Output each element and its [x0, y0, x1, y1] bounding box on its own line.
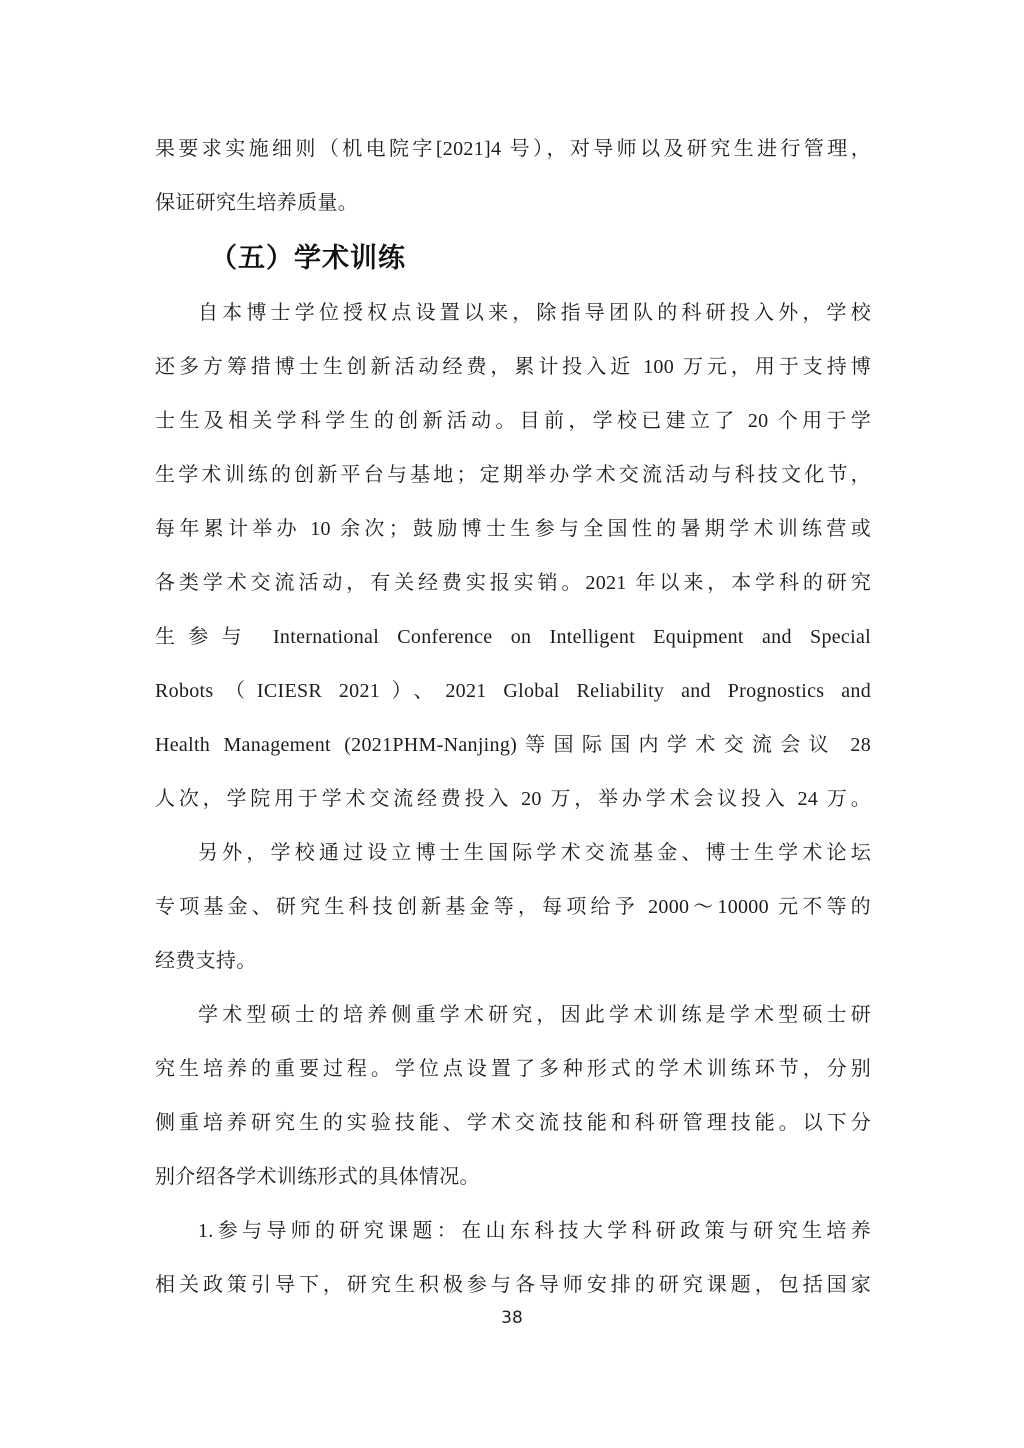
text-line: Robots（ICIESR 2021）、2021 Global Reliability and Prognostics and [155, 680, 871, 702]
page-number: 38 [501, 1308, 523, 1328]
text-line: 经费支持。 [155, 950, 257, 972]
text-line: 人次，学院用于学术交流经费投入 20 万，举办学术会议投入 24 万。 [155, 788, 871, 810]
document-body [155, 122, 871, 1312]
text-line: 保证研究生培养质量。 [155, 192, 358, 214]
text-line: Health Management (2021PHM-Nanjing)等国际国内学术交流会议 28 [155, 734, 871, 756]
text-line: 士生及相关学科学生的创新活动。目前，学校已建立了 20 个用于学 [155, 410, 871, 432]
text-line: 每年累计举办 10 余次；鼓励博士生参与全国性的暑期学术训练营或 [155, 518, 871, 540]
text-line: 专项基金、研究生科技创新基金等，每项给予 2000～10000 元不等的 [155, 896, 871, 918]
text-line: 侧重培养研究生的实验技能、学术交流技能和科研管理技能。以下分 [155, 1112, 871, 1134]
text-line: 学术型硕士的培养侧重学术研究，因此学术训练是学术型硕士研 [198, 1004, 871, 1026]
text-line: 各类学术交流活动，有关经费实报实销。2021 年以来，本学科的研究 [155, 572, 871, 594]
text-line: 另外，学校通过设立博士生国际学术交流基金、博士生学术论坛 [198, 842, 871, 864]
text-line: 相关政策引导下，研究生积极参与各导师安排的研究课题，包括国家 [155, 1274, 871, 1296]
text-line: 生参与 International Conference on Intelligent Equipment and Special [155, 626, 871, 648]
text-line: 还多方筹措博士生创新活动经费，累计投入近 100 万元，用于支持博 [155, 356, 871, 378]
text-line: 自本博士学位授权点设置以来，除指导团队的科研投入外，学校 [198, 302, 871, 324]
text-line: 究生培养的重要过程。学位点设置了多种形式的学术训练环节，分别 [155, 1058, 871, 1080]
text-line: 生学术训练的创新平台与基地；定期举办学术交流活动与科技文化节， [155, 464, 871, 486]
text-line: 1.参与导师的研究课题：在山东科技大学科研政策与研究生培养 [198, 1220, 871, 1242]
text-line: 别介绍各学术训练形式的具体情况。 [155, 1166, 480, 1188]
text-line: 果要求实施细则（机电院字[2021]4 号），对导师以及研究生进行管理， [155, 138, 871, 160]
section-heading: （五）学术训练 [210, 243, 406, 273]
